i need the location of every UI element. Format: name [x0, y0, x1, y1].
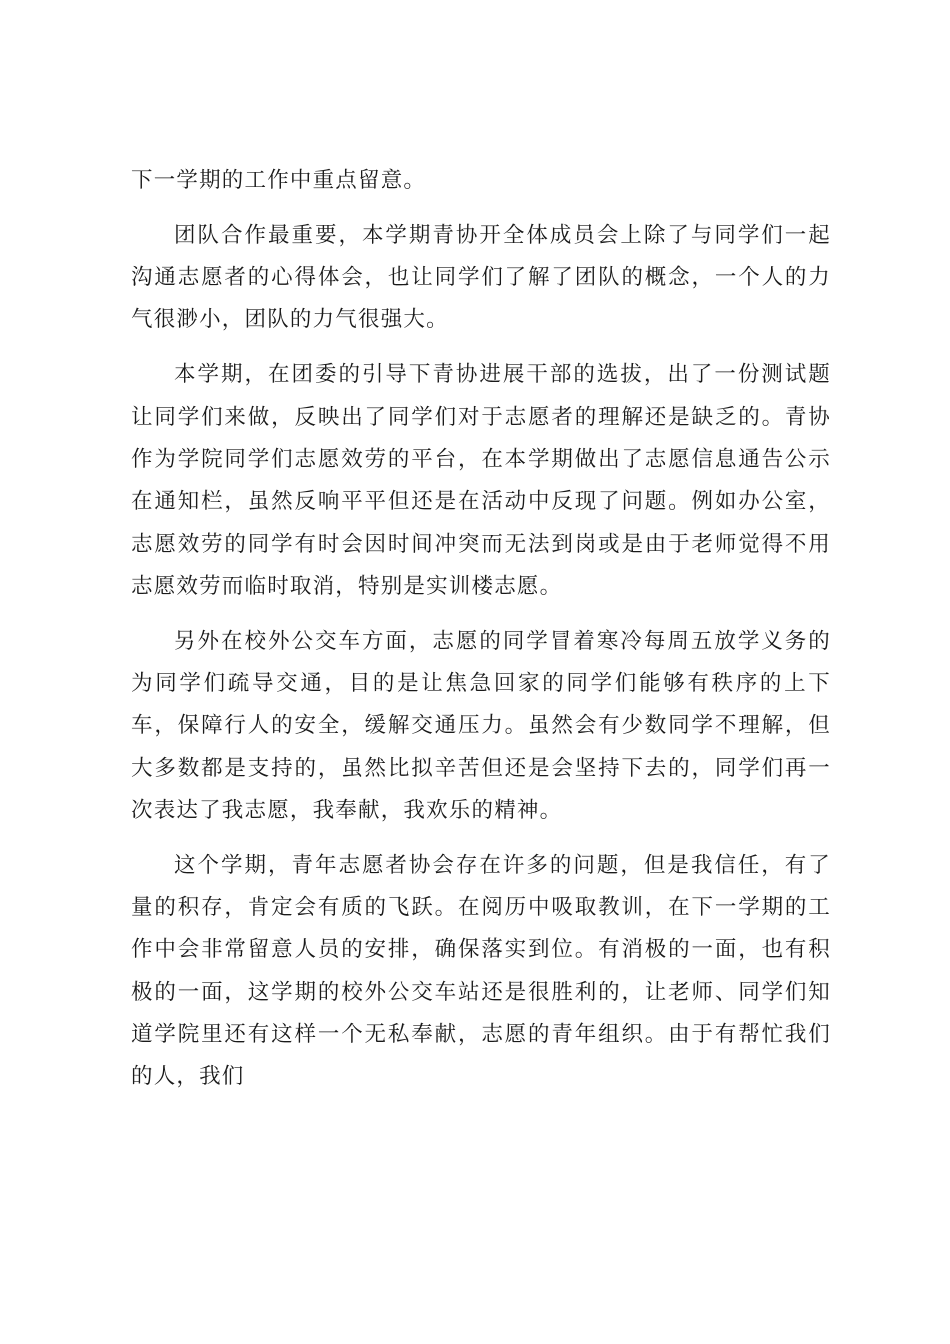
paragraph-continuation: 下一学期的工作中重点留意。 [131, 168, 427, 193]
paragraph-teamwork: 团队合作最重要，本学期青协开全体成员会上除了与同学们一起沟通志愿者的心得体会，也让同学们了解了团队的概念，一个人的力气很渺小，团队的力气很强大。 [131, 222, 831, 333]
paragraph-cadre-selection: 本学期，在团委的引导下青协进展干部的选拔，出了一份测试题让同学们来做，反映出了同学们对于志愿者的理解还是缺乏的。青协作为学院同学们志愿效劳的平台，在本学期做出了志愿信息通告公示在通知栏，虽然反响平平但还是在活动中反现了问题。例如办公室，志愿效劳的同学有时会因时间冲突而无法到岗或是由于老师觉得不用志愿效劳而临时取消，特别是实训楼志愿。 [131, 362, 831, 599]
paragraph-semester-summary: 这个学期，青年志愿者协会存在许多的问题，但是我信任，有了量的积存，肯定会有质的飞跃。在阅历中吸取教训，在下一学期的工作中会非常留意人员的安排，确保落实到位。有消极的一面，也有积极的一面，这学期的校外公交车站还是很胜利的，让老师、同学们知道学院里还有这样一个无私奉献，志愿的青年组织。由于有帮忙我们的人，我们 [131, 852, 831, 1090]
document-body [131, 160, 831, 1111]
paragraph-bus-traffic: 另外在校外公交车方面，志愿的同学冒着寒冷每周五放学义务的为同学们疏导交通，目的是让焦急回家的同学们能够有秩序的上下车，保障行人的安全，缓解交通压力。虽然会有少数同学不理解，但大多数都是支持的，虽然比拟辛苦但还是会坚持下去的，同学们再一次表达了我志愿，我奉献，我欢乐的精神。 [131, 628, 831, 823]
